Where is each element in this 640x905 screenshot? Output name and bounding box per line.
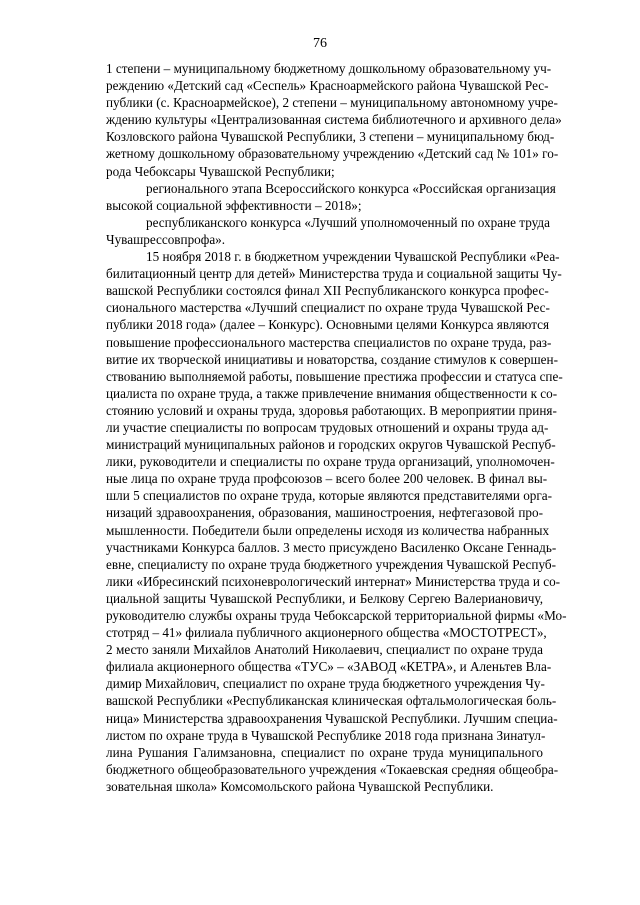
text-line: регионального этапа Всероссийского конкурса «Российская организация (146, 180, 556, 196)
text-line: филиала акционерного общества «ТУС» – «ЗАВОД «КЕТРА», и Аленьтев Вла- (106, 659, 552, 675)
text-line: публики (с. Красноармейское), 2 степени – муниципальному автономному учре- (106, 95, 558, 111)
text-line: министраций муниципальных районов и городских округов Чувашской Респуб- (106, 437, 556, 453)
text-line: циальной защиты Чувашской Республики, и Белкову Сергею Валериановичу, (106, 590, 543, 606)
text-line: лики, руководители и специалисты по охране труда организаций, уполномочен- (106, 454, 555, 470)
text-line: высокой социальной эффективности – 2018»; (106, 197, 362, 213)
text-line: витие их творческой инициативы и новаторства, создание стимулов к совершен- (106, 351, 558, 367)
text-line: стоянию условий и охраны труда, здоровья работающих. В мероприятии приня- (106, 402, 557, 418)
text-line: шли 5 специалистов по охране труда, которые являются представителями орга- (106, 488, 553, 504)
text-line: рода Чебоксары Чувашской Республики; (106, 163, 335, 179)
text-line: ница» Министерства здравоохранения Чувашской Республики. Лучшим специа- (106, 710, 558, 726)
text-line: 1 степени – муниципальному бюджетному дошкольному образовательному уч- (106, 61, 552, 76)
text-line: ждению культуры «Централизованная система библиотечного и архивного дела» (106, 112, 562, 128)
body-text (106, 60, 567, 795)
text-line: вашской Республики «Республиканская клиническая офтальмологическая боль- (106, 693, 557, 709)
text-line: евне, специалисту по охране труда бюджетного учреждения Чувашской Респуб- (106, 556, 556, 572)
text-line: ные лица по охране труда профсоюзов – всего более 200 человек. В финал вы- (106, 471, 548, 487)
text-line: реждению «Детский сад «Сеспель» Красноармейского района Чувашской Рес- (106, 78, 549, 94)
text-line: руководителю службы охраны труда Чебоксарской территориальной фирмы «Мо- (106, 608, 567, 623)
text-line: лина Рушания Галимзановна, специалист по охране труда муниципального (106, 744, 543, 760)
text-line: жетному дошкольному образовательному учреждению «Детский сад № 101» го- (106, 146, 559, 162)
text-line: билитационный центр для детей» Министерства труда и социальной защиты Чу- (106, 266, 562, 282)
text-line: бюджетного общеобразовательного учреждения «Токаевская средняя общеобра- (106, 761, 559, 777)
text-line: зовательная школа» Комсомольского района Чувашской Республики. (106, 778, 494, 794)
text-line: листом по охране труда в Чувашской Республике 2018 года признана Зинатул- (106, 727, 546, 743)
text-line: ствованию выполняемой работы, повышение престижа профессии и статуса спе- (106, 368, 563, 384)
text-line: низаций здравоохранения, образования, машиностроения, нефтегазовой про- (106, 505, 543, 521)
text-line: повышение профессионального мастерства специалистов по охране труда, раз- (106, 334, 552, 350)
text-line: мышленности. Победители были определены исходя из количества набранных (106, 522, 550, 538)
text-line: вашской Республики состоялся финал XII Республиканского конкурса профес- (106, 283, 549, 299)
page-number: 76 (313, 36, 327, 51)
text-line: димир Михайлович, специалист по охране труда бюджетного учреждения Чу- (106, 676, 545, 692)
text-line: Чувашрессовпрофа». (106, 231, 226, 247)
text-line: участниками Конкурса баллов. 3 место присуждено Василенко Оксане Геннадь- (106, 539, 557, 555)
text-line: сионального мастерства «Лучший специалист по охране труда Чувашской Рес- (106, 300, 550, 316)
text-line: публики 2018 года» (далее – Конкурс). Основными целями Конкурса являются (106, 317, 550, 333)
text-line: 2 место заняли Михайлов Анатолий Николаевич, специалист по охране труда (106, 642, 543, 658)
text-line: лики «Ибресинский психоневрологический интернат» Министерства труда и со- (106, 573, 561, 589)
text-line: Козловского района Чувашской Республики, 3 степени – муниципальному бюд- (106, 129, 555, 145)
text-line: республиканского конкурса «Лучший уполномоченный по охране труда (146, 214, 550, 230)
text-line: ли участие специалисты по вопросам трудовых отношений и охраны труда ад- (106, 419, 549, 435)
text-line: циалиста по охране труда, а также привлечение внимания общественности к со- (106, 385, 558, 401)
text-line: стотряд – 41» филиала публичного акционерного общества «МОСТОТРЕСТ», (106, 625, 547, 641)
text-line: 15 ноября 2018 г. в бюджетном учреждении Чувашской Республики «Реа- (146, 249, 560, 265)
